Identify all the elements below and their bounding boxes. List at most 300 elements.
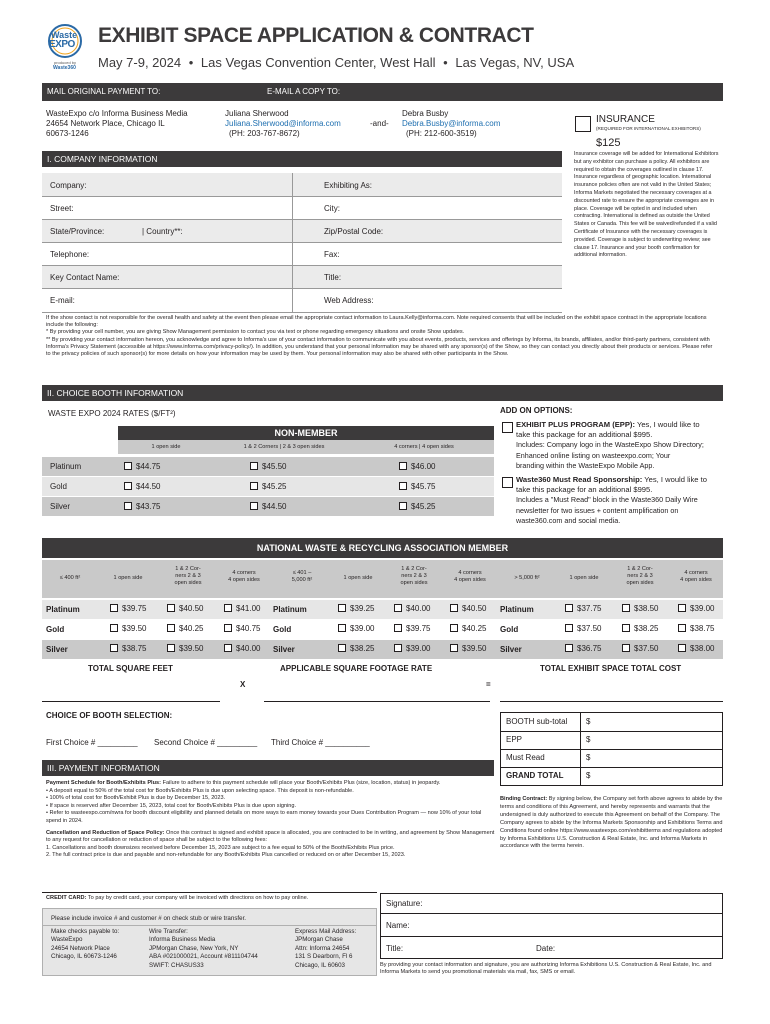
h3a: 4 corners [458,570,482,576]
price: $37.50 [634,644,659,653]
credit-card-title: CREDIT CARD: [46,895,87,901]
check-details [51,928,119,962]
checkbox[interactable] [678,604,686,612]
event-dates: May 7-9, 2024 [98,55,182,70]
g1-gold-p3[interactable] [224,624,260,633]
insurance-price: $125 [596,137,621,149]
wire-details [149,928,258,970]
signature-line-2 [381,936,722,937]
payment-bullet-3: • If space is reserved after December 15, 2023, total cost for Booth/Exhibits Plus is due upon signing. [46,802,297,809]
signature-box [380,893,723,959]
mail-label: MAIL ORIGINAL PAYMENT TO: [47,87,161,96]
disclaimer-line3: ** By providing your contact information hereon, you acknowledge and agree to Informa's use of your contact information to communicate with you about events, products, services and offerings by Informa, its brands, affiliates, and/or third-party partners, consistent with Informa's Privacy Statement (accessible at https://www.informa.com/privacy-policy/). In addition, you understand that your personal information may be shared with any sponsor(s) of the Show, so they can contact you directly about their products or services. Please refer to the privacy policies of such sponsor(s) for more details on how your information may be used by them. Your personal information may also be shared with other participants in the Show. [46,336,713,358]
checkbox[interactable] [622,644,630,652]
cancellation-item-2: 2. The full contract price is due and payable and non-refundable for any Booth/Exhibits Plus cancelled or reduced on or after December 15, 2023. [46,852,406,859]
insurance-sub: (REQUIRED FOR INTERNATIONAL EXHIBITORS) [596,126,701,131]
checkbox[interactable] [250,502,258,510]
g3-plat-p3[interactable] [678,604,714,613]
express-line-5: Chicago, IL 60603 [295,961,345,969]
email-and: -and- [370,119,389,128]
wire-line-4: ABA #021000021, Account #811104744 [149,953,258,961]
email-contact-1 [225,109,341,139]
h3b: 4 open sides [454,577,486,584]
price: $44.50 [262,502,287,511]
event-city: Las Vegas, NV, USA [455,55,575,70]
company-field[interactable]: Company: [50,181,87,190]
must-read-line1: Yes, I would like to [644,475,707,485]
payment-section-header: III. PAYMENT INFORMATION [42,760,494,776]
booth-selection-title: CHOICE OF BOOTH SELECTION: [46,711,173,720]
g1-tier-platinum: Platinum [46,605,80,614]
express-line-4: 131 S Dearborn, Fl 6 [295,953,353,961]
price: $38.25 [350,644,375,653]
insurance-box [571,110,723,310]
cost-input-line[interactable] [500,701,723,702]
company-row-shade-2 [42,219,562,242]
must-read-line2: take this package for an additional $995. [516,485,653,495]
nm-gold-1-open[interactable] [124,482,160,491]
h2a: 1 & 2 Cor- [175,566,201,572]
checkbox[interactable] [338,644,346,652]
h3a: 4 corners [232,570,256,576]
key-contact-field[interactable]: Key Contact Name: [50,273,120,282]
h2a: 1 & 2 Cor- [401,566,427,572]
mail-address [46,109,188,139]
nwra-g1-h2 [160,566,216,588]
total-square-feet-label: TOTAL SQUARE FEET [88,664,173,673]
second-choice-field[interactable]: Second Choice # _________ [154,738,258,747]
g2-silver-p3[interactable] [450,644,486,653]
nm-platinum-4-corners[interactable] [399,462,435,471]
nwra-g1-h3 [216,570,272,584]
booth-subtotal-value[interactable]: $ [586,717,591,726]
checkbox[interactable] [399,502,407,510]
checkbox[interactable] [338,624,346,632]
checkbox[interactable] [622,604,630,612]
nonmember-col3: 4 corners | 4 open sides [394,444,454,450]
street-field[interactable]: Street: [50,204,74,213]
nwra-g2-size [272,570,332,584]
nm-platinum-1-open[interactable] [124,462,160,471]
rates-title: WASTE EXPO 2024 RATES ($/FT²) [48,409,176,418]
checkbox[interactable] [167,624,175,632]
nonmember-col2: 1 & 2 Corners | 2 & 3 open sides [243,444,325,450]
epp-checkbox[interactable] [502,422,513,433]
logo-sub: produced by [54,60,77,65]
price: $44.50 [136,482,161,491]
payment-schedule-title: Payment Schedule for Booth/Exhibits Plus: [46,780,161,786]
state-field[interactable]: State/Province: [50,227,105,236]
nm-platinum-corners[interactable] [250,462,286,471]
price: $45.75 [411,482,436,491]
g1-silver-p3[interactable] [224,644,260,653]
signature-disclaimer: By providing your contact information and signature, you are authorizing Informa Exhibitions U.S. Construction & Real Estate, Inc. and Informa Markets to send you promotional materials via mail, fax, SMS or email. [380,962,712,976]
binding-title: Binding Contract: [500,796,548,802]
must-read-value[interactable]: $ [586,753,591,762]
price: $37.75 [577,604,602,613]
sqft-input-line[interactable] [42,701,220,702]
price: $39.75 [122,604,147,613]
logo-line2: EXPO [49,39,75,50]
price: $40.00 [406,604,431,613]
g3-plat-p2[interactable] [622,604,658,613]
h2c: open sides [400,580,428,587]
wire-line-3: JPMorgan Chase, New York, NY [149,944,239,952]
price: $37.50 [577,624,602,633]
g3-plat-p1[interactable] [565,604,601,613]
checkbox[interactable] [678,644,686,652]
web-address-field[interactable]: Web Address: [324,296,374,305]
price: $40.75 [236,624,261,633]
price: $40.00 [236,644,261,653]
g1-tier-gold: Gold [46,625,65,634]
nm-silver-corners[interactable] [250,502,286,511]
event-info [98,55,574,70]
g2-plat-p1[interactable] [338,604,374,613]
nwra-g2-h3 [442,570,498,584]
email-label: E-MAIL A COPY TO: [267,87,341,96]
express-line-1: Express Mail Address: [295,928,357,935]
price: $44.75 [136,462,161,471]
nonmember-tier-gold: Gold [50,482,67,491]
g1-plat-p3[interactable] [224,604,260,613]
h3b: 4 open sides [228,577,260,584]
booth-section-header: II. CHOICE BOOTH INFORMATION [42,385,723,401]
checkbox[interactable] [224,644,232,652]
nonmember-tier-platinum: Platinum [50,462,82,471]
title-field[interactable]: Title: [324,273,342,282]
contact2-email-link[interactable]: Debra.Busby@informa.com [402,119,501,128]
g2-tier-gold: Gold [273,625,292,634]
rate-input-line[interactable] [264,701,490,702]
g3-tier-silver: Silver [500,645,522,654]
checkbox[interactable] [167,604,175,612]
summary-line-1 [501,731,722,732]
price: $40.50 [462,604,487,613]
payment-schedule-text: Failure to adhere to this payment schedule will place your Booth/Exhibits Plus (size, location, status) in jeopardy. [162,780,441,786]
bullet-2: • [443,55,448,70]
company-row-shade-1 [42,173,562,196]
nonmember-tier-silver: Silver [50,502,71,511]
addon-title: ADD ON OPTIONS: [500,406,573,415]
payment-bullet-1: • A deposit equal to 50% of the total cost for Booth/Exhibits Plus is due upon selecting space. This deposit is non-refundable. [46,787,354,794]
size2: 5,000 ft² [291,577,313,584]
price: $45.25 [262,482,287,491]
price: $39.50 [122,624,147,633]
third-choice-field[interactable]: Third Choice # __________ [271,738,370,747]
must-read-title: Waste360 Must Read Sponsorship: [516,475,643,485]
checkbox[interactable] [224,604,232,612]
epp-line5: branding within the WasteExpo Mobile App. [516,460,655,470]
g3-gold-p1[interactable] [565,624,601,633]
g1-plat-p1[interactable] [110,604,146,613]
must-read-checkbox[interactable] [502,477,513,488]
nwra-g1-size: ≤ 400 ft² [59,575,81,581]
insurance-checkbox[interactable] [575,116,591,132]
checkbox[interactable] [565,624,573,632]
nm-gold-corners[interactable] [250,482,286,491]
payment-terms [46,780,496,860]
nwra-g3-h2 [612,566,668,588]
payment-methods-box [42,908,377,976]
epp-line3: Includes: Company logo in the WasteExpo Show Directory; [516,440,704,450]
mail-header-bar [42,83,723,101]
epp-title: EXHIBIT PLUS PROGRAM (EPP): [516,420,635,429]
summary-box [500,712,723,786]
price: $39.00 [350,624,375,633]
company-section-header: I. COMPANY INFORMATION [42,151,562,167]
price: $40.25 [179,624,204,633]
price: $39.00 [406,644,431,653]
checkbox[interactable] [399,482,407,490]
checkbox[interactable] [124,462,132,470]
price: $39.75 [406,624,431,633]
checkbox[interactable] [565,604,573,612]
express-details [295,928,356,970]
signature-field[interactable]: Signature: [386,899,423,908]
price: $38.75 [690,624,715,633]
checkbox[interactable] [678,624,686,632]
wire-line-2: Informa Business Media [149,936,216,944]
g2-plat-p3[interactable] [450,604,486,613]
date-field[interactable]: Date: [536,944,556,953]
city-field[interactable]: City: [324,204,340,213]
checkbox[interactable] [250,482,258,490]
cancellation-text: Once this contract is signed and exhibit space is allocated, you are contracted to be in writing, and agreement by Show Management to any request for cancellation or reduction of space shall be subject to the following fees: [46,829,495,844]
h2b: ners 2 & 3 [401,573,427,580]
price: $38.50 [634,604,659,613]
g3-gold-p3[interactable] [678,624,714,633]
bullet-1: • [188,55,194,70]
g1-silver-p2[interactable] [167,644,203,653]
checkbox[interactable] [622,624,630,632]
checkbox[interactable] [450,624,458,632]
wire-line-5: SWIFT: CHASUS33 [149,961,204,969]
event-venue: Las Vegas Convention Center, West Hall [200,55,436,70]
check-line-4: Chicago, IL 60673-1246 [51,953,117,961]
binding-contract [500,796,723,851]
check-line-1: Make checks payable to: [51,928,120,935]
checkbox[interactable] [394,624,402,632]
checkbox[interactable] [394,644,402,652]
payment-bullet-4: • Refer to wasteexpo.com/nwra for booth discount eligibility and planned details on more ways to earn money towards your Dues Contribution Program — now 10% of your total spend in 2024. [46,810,482,824]
g2-gold-p3[interactable] [450,624,486,633]
payment-bullet-2: • 100% of total cost for Booth/Exhibit Plus is due by December 15, 2023. [46,795,226,802]
epp-label: EPP [506,735,523,744]
page-title: EXHIBIT SPACE APPLICATION & CONTRACT [98,24,534,47]
epp-line2: take this package for an additional $995. [516,430,653,440]
nwra-g2-h2 [386,566,442,588]
price: $43.75 [136,502,161,511]
g3-silver-p2[interactable] [622,644,658,653]
booth-subtotal-label: BOOTH sub-total [506,717,568,726]
summary-line-3 [501,767,722,768]
grand-total-label: GRAND TOTAL [506,771,564,780]
g3-tier-platinum: Platinum [500,605,534,614]
must-read-label: Must Read [506,753,545,762]
logo-line1: Waste [51,30,78,40]
wasteexpo-logo [42,24,88,74]
email-field[interactable]: E-mail: [50,296,75,305]
checkbox[interactable] [110,644,118,652]
checkbox[interactable] [565,644,573,652]
must-read-line4: newsletter for two issues + content amplification on [516,505,679,515]
nm-silver-4-corners[interactable] [399,502,435,511]
contact1-name: Juliana Sherwood [225,109,289,118]
h2b: ners 2 & 3 [627,573,653,580]
nwra-title: NATIONAL WASTE & RECYCLING ASSOCIATION MEMBER [42,538,723,558]
email-contact-2 [402,109,500,139]
wire-line-1: Wire Transfer: [149,928,188,935]
applicable-rate-label: APPLICABLE SQUARE FOOTAGE RATE [280,664,433,673]
size1: ≤ 401 – [292,570,312,576]
g2-tier-silver: Silver [273,645,295,654]
name-field[interactable]: Name: [386,921,410,930]
nwra-g2-h1: 1 open side [343,575,373,581]
equals-sign: = [486,680,491,689]
h3a: 4 corners [684,570,708,576]
checkbox[interactable] [224,624,232,632]
mail-line2: 24654 Network Place, Chicago IL [46,119,165,128]
g3-tier-gold: Gold [500,625,519,634]
express-line-2: JPMorgan Chase [295,936,343,944]
payment-box-divider [43,925,376,926]
cancellation-title: Cancellation and Reduction of Space Policy: [46,829,165,836]
credit-card-note [46,895,308,902]
g1-plat-p2[interactable] [167,604,203,613]
epp-line4: Enhanced online listing on wasteexpo.com; Your [516,450,671,460]
price: $45.25 [411,502,436,511]
nonmember-title: NON-MEMBER [118,426,494,440]
logo-brand: Waste360 [53,65,76,71]
company-line-5 [42,288,562,289]
credit-card-divider [42,892,377,893]
check-line-2: WasteExpo [51,936,83,944]
check-line-3: 24654 Network Place [51,944,110,952]
must-read-line5: waste360.com and social media. [516,515,621,525]
consent-disclaimer [46,315,716,358]
contact2-name: Debra Busby [402,109,449,118]
payment-box-title: Please include invoice # and customer # on check stub or wire transfer. [51,915,247,922]
price: $40.50 [179,604,204,613]
signature-line-1 [381,913,722,914]
sign-title-field[interactable]: Title: [386,944,404,953]
must-read-line3: Includes a "Must Read" block in the Waste360 Daily Wire [516,495,698,505]
nwra-g3-h3 [668,570,724,584]
credit-card-text: To pay by credit card, your company will be invoiced with directions on how to pay online. [87,895,309,901]
checkbox[interactable] [338,604,346,612]
cancellation-item-1: 1. Cancellations and booth downsizes received before December 15, 2023 are subject to a fee equal to 50% of the Booth/Exhibits Plus price. [46,844,395,851]
h2c: open sides [626,580,654,587]
company-line-3 [42,242,562,243]
h2b: ners 2 & 3 [175,573,201,580]
g1-silver-p1[interactable] [110,644,146,653]
g3-silver-p1[interactable] [565,644,601,653]
express-line-3: Attn: Informa 24654 [295,944,350,952]
company-row-shade-3 [42,265,562,288]
grand-total-value[interactable]: $ [586,771,591,780]
disclaimer-line1: If the show contact is not responsible for the overall health and safety at the event then please email the appropriate contact information to Laura.Kelly@informa.com. Note required consents that will be included on the exhibit space contract in the appropriate locations include the following: [46,315,707,329]
price: $41.00 [236,604,261,613]
company-line-1 [42,196,562,197]
checkbox[interactable] [110,604,118,612]
price: $38.75 [122,644,147,653]
total-cost-label: TOTAL EXHIBIT SPACE TOTAL COST [540,664,682,673]
nonmember-col1: 1 open side [151,444,181,450]
contact2-phone: (PH: 212-600-3519) [406,129,477,138]
multiply-sign: X [240,680,246,689]
nwra-g1-h1: 1 open side [113,575,143,581]
checkbox[interactable] [250,462,258,470]
company-line-6 [42,312,562,313]
mail-line3: 60673-1246 [46,129,89,138]
price: $40.25 [462,624,487,633]
g2-gold-p1[interactable] [338,624,374,633]
checkbox[interactable] [394,604,402,612]
epp-line1: Yes, I would like to [636,420,700,429]
zip-field[interactable]: Zip/Postal Code: [324,227,384,236]
contact1-email-link[interactable]: Juliana.Sherwood@informa.com [225,119,341,128]
g2-plat-p2[interactable] [394,604,430,613]
g1-tier-silver: Silver [46,645,68,654]
g1-gold-p2[interactable] [167,624,203,633]
nwra-g3-size: > 5,000 ft² [514,575,540,581]
price: $39.50 [179,644,204,653]
price: $38.25 [634,624,659,633]
checkbox[interactable] [450,644,458,652]
company-line-4 [42,265,562,266]
disclaimer-line2: * By providing your cell number, you are giving Show Management permission to contact you via text or phone regarding emergency situations and onsite Show updates. [46,329,465,336]
nonmember-table [42,426,494,518]
contact1-phone: (PH: 203-767-8672) [229,129,300,138]
h2a: 1 & 2 Cor- [627,566,653,572]
h2c: open sides [174,580,202,587]
checkbox[interactable] [450,604,458,612]
price: $45.50 [262,462,287,471]
exhibiting-as-field[interactable]: Exhibiting As: [324,181,373,190]
g1-gold-p1[interactable] [110,624,146,633]
nm-silver-1-open[interactable] [124,502,160,511]
g2-tier-platinum: Platinum [273,605,307,614]
checkbox[interactable] [124,482,132,490]
checkbox[interactable] [399,462,407,470]
g3-silver-p3[interactable] [678,644,714,653]
country-field[interactable]: | Country**: [142,227,183,236]
price: $46.00 [411,462,436,471]
checkbox[interactable] [110,624,118,632]
price: $38.00 [690,644,715,653]
g2-gold-p2[interactable] [394,624,430,633]
price: $39.25 [350,604,375,613]
checkbox[interactable] [124,502,132,510]
g3-gold-p2[interactable] [622,624,658,633]
epp-value[interactable]: $ [586,735,591,744]
telephone-field[interactable]: Telephone: [50,250,90,259]
company-line-2 [42,219,562,220]
first-choice-field[interactable]: First Choice # _________ [46,738,138,747]
h3b: 4 open sides [680,577,712,584]
g2-silver-p2[interactable] [394,644,430,653]
nm-gold-4-corners[interactable] [399,482,435,491]
summary-line-2 [501,749,722,750]
nwra-g3-h1: 1 open side [569,575,599,581]
fax-field[interactable]: Fax: [324,250,340,259]
insurance-title: INSURANCE [596,114,655,125]
g2-silver-p1[interactable] [338,644,374,653]
insurance-text: Insurance coverage will be added for International Exhibitors but any exhibitor can purchase a policy. All exhibitors are required to obtain the coverages outlined in clause 17. Insurance regardless of geographic location. International insurance policies often are not valid in the United States; Informa Markets negotiated the necessary coverages at a discounted rate to ensure the appropriate coverages are in place. Coverage will be opted in and included when contracting. International is defined as outside the United States or Canada. This fee will be waived/refunded if a valid Certificate of Insurance with the necessary coverages is provided. Coverage is subject to underwriting review; see clause 17. Insurance and your booth confirmation for additional information. [574,151,719,259]
price: $39.00 [690,604,715,613]
checkbox[interactable] [167,644,175,652]
